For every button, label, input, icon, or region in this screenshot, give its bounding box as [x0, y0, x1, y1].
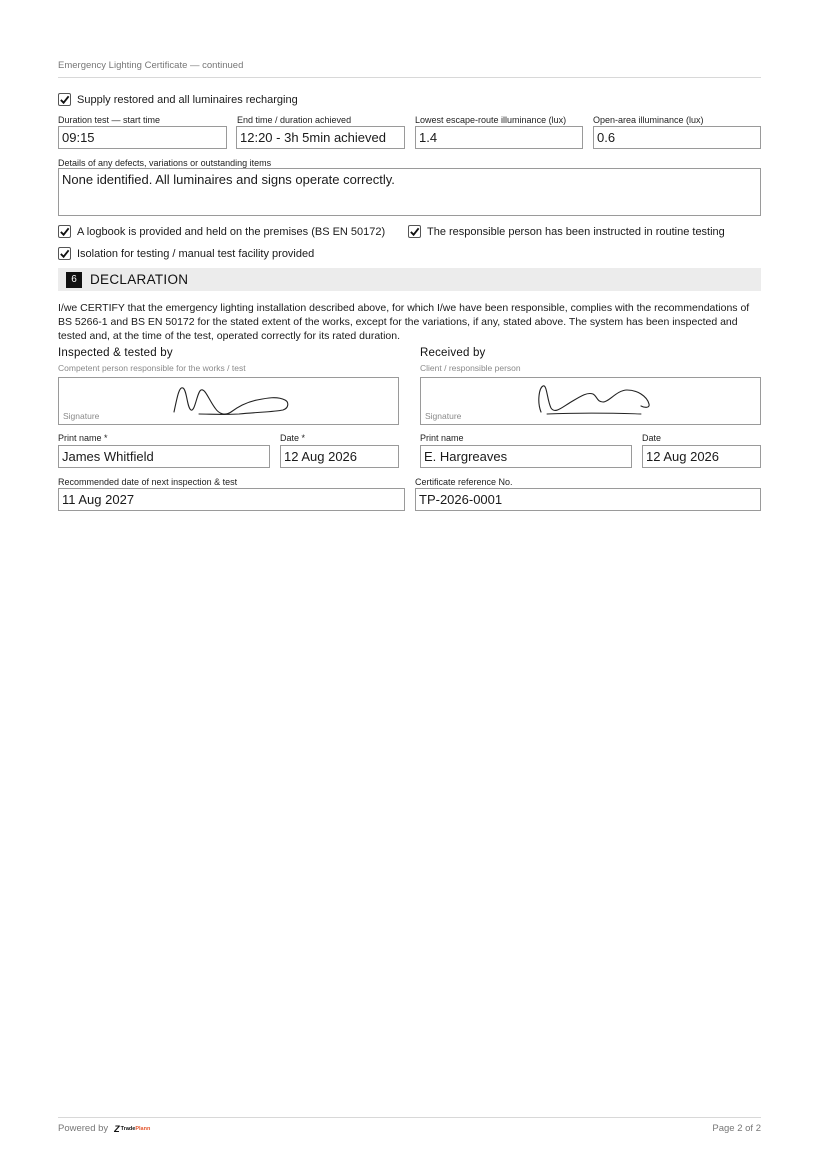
- powered-by-text: Powered by: [58, 1123, 109, 1134]
- logbook-label: A logbook is provided and held on the premises (BS EN 50172): [77, 225, 386, 238]
- declaration-text: I/we CERTIFY that the emergency lighting installation described above, for which I/we have been responsible, complies with the recommendations of BS 5266-1 and BS EN 50172 for the stated extent of the works, except for the variations, if any, stated above. The system has been inspected and tested and, at the time of the test, operated correctly for its rated duration.: [58, 302, 750, 342]
- isolation-check[interactable]: [58, 247, 314, 260]
- supply-restored-check[interactable]: [58, 93, 298, 106]
- checkbox-checked-icon[interactable]: [58, 247, 71, 260]
- supply-restored-label: Supply restored and all luminaires recharging: [77, 93, 298, 106]
- page-number: Page 2 of 2: [712, 1123, 761, 1134]
- certificate-ref-label: Certificate reference No.: [415, 477, 513, 487]
- page-header: Emergency Lighting Certificate — continued: [58, 60, 761, 78]
- inspector-subheading: Competent person responsible for the works / test: [58, 363, 246, 373]
- end-time-label: End time / duration achieved: [237, 115, 352, 125]
- checkbox-checked-icon[interactable]: [58, 93, 71, 106]
- inspector-name-field[interactable]: James Whitfield: [58, 445, 270, 468]
- inspector-signature-label: Signature: [63, 411, 100, 421]
- receiver-date-label: Date: [642, 433, 662, 443]
- defects-label: Details of any defects, variations or outstanding items: [58, 158, 272, 168]
- inspector-name-label: Print name *: [58, 433, 108, 443]
- instructed-check[interactable]: [408, 225, 725, 238]
- receiver-date-field[interactable]: 12 Aug 2026: [642, 445, 761, 468]
- isolation-label: Isolation for testing / manual test facility provided: [77, 247, 315, 260]
- next-inspection-label: Recommended date of next inspection & test: [58, 477, 238, 487]
- escape-illuminance-field[interactable]: 1.4: [415, 126, 583, 149]
- receiver-signature-image: [421, 378, 762, 426]
- escape-illuminance-label: Lowest escape-route illuminance (lux): [415, 115, 567, 125]
- declaration-section-header: [58, 268, 761, 291]
- brand-name-part-1: Trade: [120, 1125, 136, 1132]
- section-title: DECLARATION: [90, 272, 189, 287]
- receiver-subheading: Client / responsible person: [420, 363, 521, 373]
- certificate-ref-field[interactable]: TP-2026-0001: [415, 488, 761, 511]
- receiver-name-field[interactable]: E. Hargreaves: [420, 445, 632, 468]
- brand-logo: [114, 1124, 150, 1134]
- required-marker: *: [104, 433, 108, 443]
- instructed-label: The responsible person has been instructed in routine testing: [427, 225, 725, 238]
- checkbox-checked-icon[interactable]: [58, 225, 71, 238]
- checkbox-checked-icon[interactable]: [408, 225, 421, 238]
- receiver-heading: Received by: [420, 347, 486, 359]
- inspector-date-field[interactable]: 12 Aug 2026: [280, 445, 399, 468]
- open-area-illuminance-label: Open-area illuminance (lux): [593, 115, 704, 125]
- page-footer: [58, 1117, 761, 1134]
- next-inspection-field[interactable]: 11 Aug 2027: [58, 488, 405, 511]
- start-time-field[interactable]: 09:15: [58, 126, 227, 149]
- inspector-signature-image: [59, 378, 400, 426]
- inspector-heading: Inspected & tested by: [58, 347, 173, 359]
- receiver-signature-label: Signature: [425, 411, 462, 421]
- inspector-date-label: Date *: [280, 433, 306, 443]
- end-time-field[interactable]: 12:20 - 3h 5min achieved: [236, 126, 405, 149]
- brand-name-part-2: Plann: [135, 1125, 151, 1132]
- defects-field[interactable]: None identified. All luminaires and signs operate correctly.: [58, 168, 761, 216]
- logbook-check[interactable]: [58, 225, 385, 238]
- receiver-name-label: Print name: [420, 433, 464, 443]
- start-time-label: Duration test — start time: [58, 115, 161, 125]
- section-number-badge: 6: [66, 272, 82, 288]
- required-marker: *: [301, 433, 306, 443]
- inspector-signature-box[interactable]: [58, 377, 399, 425]
- brand-mark-icon: Z: [114, 1123, 120, 1134]
- open-area-illuminance-field[interactable]: 0.6: [593, 126, 761, 149]
- receiver-signature-box[interactable]: [420, 377, 761, 425]
